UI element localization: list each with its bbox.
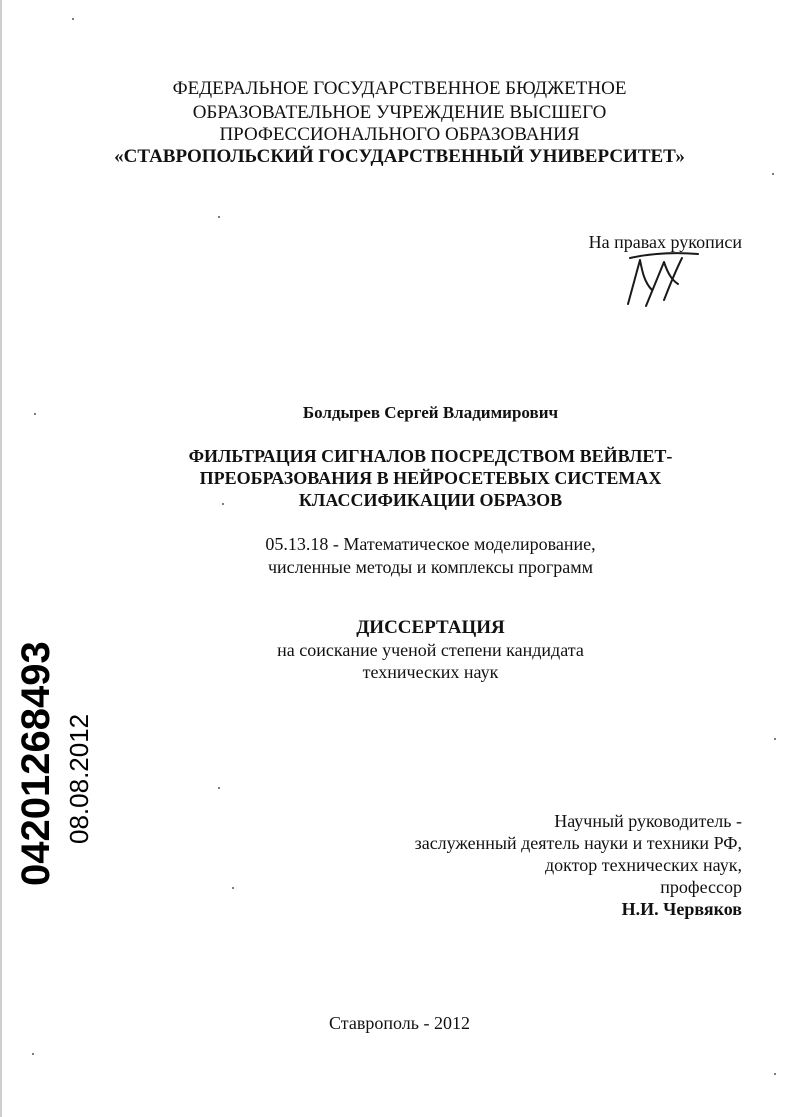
scan-speck — [774, 1073, 776, 1075]
university-name: «СТАВРОПОЛЬСКИЙ ГОСУДАРСТВЕННЫЙ УНИВЕРСИТЕТ» — [114, 146, 685, 167]
specialty-line-1: 05.13.18 - Математическое моделирование, — [265, 534, 596, 554]
supervisor-name: Н.И. Червяков — [621, 899, 742, 919]
library-stamp — [14, 641, 94, 890]
scan-speck — [232, 887, 234, 889]
stamp-number: 04201268493 — [14, 641, 58, 886]
scan-speck — [72, 18, 74, 20]
specialty-line-2: численные методы и комплексы программ — [267, 557, 594, 577]
title-line-2: ПРЕОБРАЗОВАНИЯ В НЕЙРОСЕТЕВЫХ СИСТЕМАХ — [199, 468, 662, 488]
header-line-1: ФЕДЕРАЛЬНОЕ ГОСУДАРСТВЕННОЕ БЮДЖЕТНОЕ — [172, 78, 627, 99]
supervisor-rank: профессор — [660, 877, 742, 897]
manuscript-note: На правах рукописи — [588, 232, 742, 252]
scan-speck — [772, 173, 774, 175]
degree-line-1: на соискание ученой степени кандидата — [277, 640, 584, 660]
supervisor-title: заслуженный деятель науки и техники РФ, — [414, 833, 742, 853]
header-line-2: ОБРАЗОВАТЕЛЬНОЕ УЧРЕЖДЕНИЕ ВЫСШЕГО — [192, 102, 607, 123]
header-line-3: ПРОФЕССИОНАЛЬНОГО ОБРАЗОВАНИЯ — [219, 124, 580, 145]
scan-speck — [32, 1053, 34, 1055]
supervisor-degree: доктор технических наук, — [545, 855, 742, 875]
city-year: Ставрополь - 2012 — [329, 1013, 470, 1033]
scan-speck — [34, 413, 36, 415]
scan-speck — [774, 738, 776, 740]
signature-icon — [612, 240, 702, 310]
degree-line-2: технических наук — [362, 662, 499, 682]
scan-speck — [218, 216, 220, 218]
author-name: Болдырев Сергей Владимирович — [302, 403, 559, 422]
title-line-3: КЛАССИФИКАЦИИ ОБРАЗОВ — [298, 490, 563, 510]
scan-speck — [222, 503, 224, 505]
stamp-date: 08.08.2012 — [64, 713, 94, 844]
scan-speck — [218, 787, 220, 789]
dissertation-heading: ДИССЕРТАЦИЯ — [356, 617, 505, 638]
supervisor-label: Научный руководитель - — [554, 811, 742, 831]
title-line-1: ФИЛЬТРАЦИЯ СИГНАЛОВ ПОСРЕДСТВОМ ВЕЙВЛЕТ- — [188, 446, 673, 466]
